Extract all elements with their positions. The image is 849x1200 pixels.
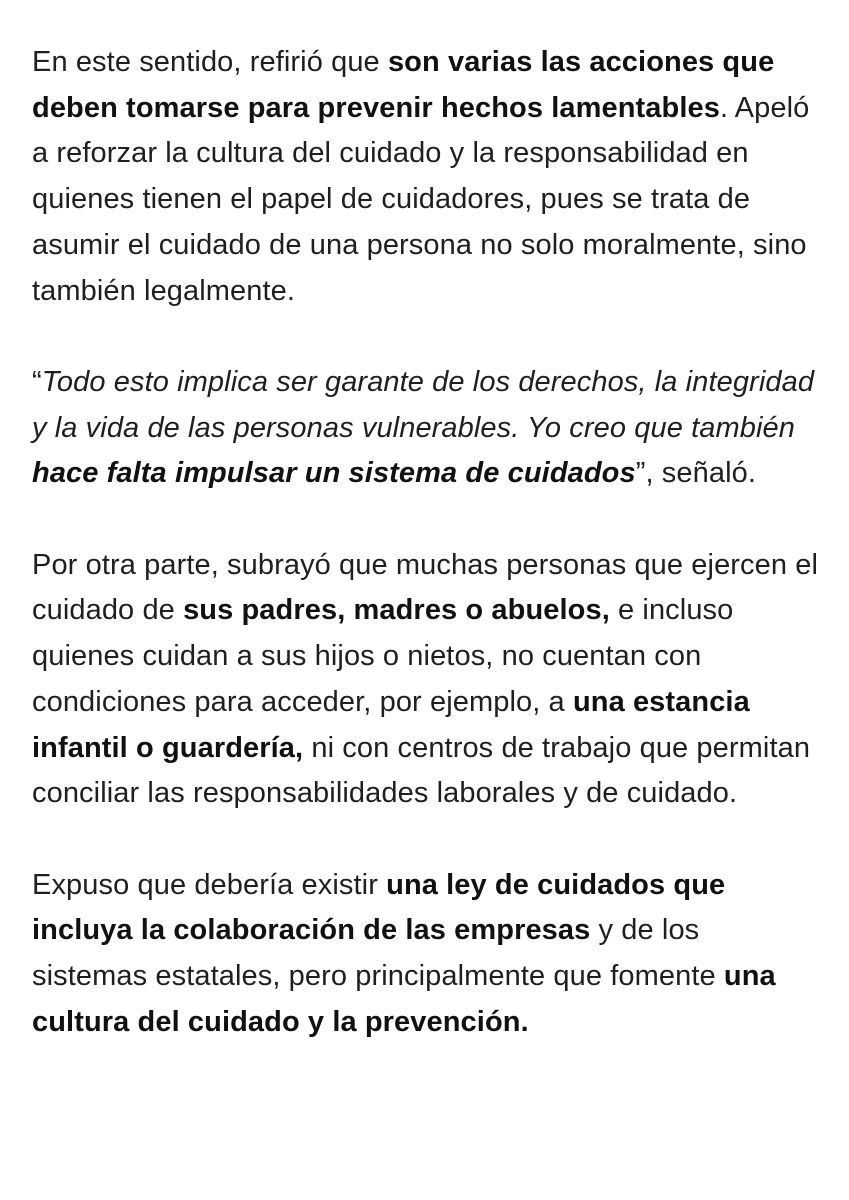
paragraph-4 bbox=[32, 863, 822, 1046]
text-run: Por otra parte, subrayó que muchas personas que ejercen el cuidado de bbox=[32, 548, 819, 627]
bold-text-run: son varias las acciones que deben tomarse para prevenir hechos lamentables bbox=[32, 46, 775, 124]
text-run: Expuso que debería existir bbox=[32, 868, 387, 901]
text-run: En este sentido, refirió que bbox=[32, 46, 388, 78]
article-body bbox=[32, 40, 822, 1091]
bold-italic-text: hace falta impulsar un sistema de cuidados bbox=[32, 457, 636, 490]
text-run: ni con centros de trabajo que permitan conciliar las responsabilidades laborales y de cuidado. bbox=[32, 731, 811, 810]
open-quote: “ bbox=[32, 365, 42, 398]
text-run: y de los sistemas estatales, pero principalmente que fomente bbox=[32, 914, 724, 993]
text-run: ”, señaló. bbox=[635, 457, 757, 490]
text-run: e incluso quienes cuidan a sus hijos o nietos, no cuentan con condiciones para acceder, por ejemplo, a bbox=[32, 594, 734, 718]
paragraph-2-quote bbox=[32, 360, 822, 497]
italic-text-run: Todo esto implica ser garante de los derechos, la integridad y la vida de las personas vulnerables. Yo creo que también bbox=[32, 365, 815, 444]
paragraph-1 bbox=[32, 40, 822, 314]
bold-italic-text-run bbox=[32, 457, 636, 489]
bold-text-run: sus padres, madres o abuelos, bbox=[183, 594, 610, 627]
bold-text-run: una estancia infantil o guardería, bbox=[32, 685, 750, 764]
text-run: . Apeló a reforzar la cultura del cuidado y la responsabilidad en quienes tienen el papel de cuidadores, pues se trata de asumir el cuidado de una persona no solo moralmente, sino también legalmente. bbox=[32, 91, 810, 307]
bold-text-run: una cultura del cuidado y la prevención. bbox=[32, 960, 776, 1038]
bold-text-run: una ley de cuidados que incluya la colaboración de las empresas bbox=[32, 868, 726, 947]
paragraph-3 bbox=[32, 543, 822, 817]
